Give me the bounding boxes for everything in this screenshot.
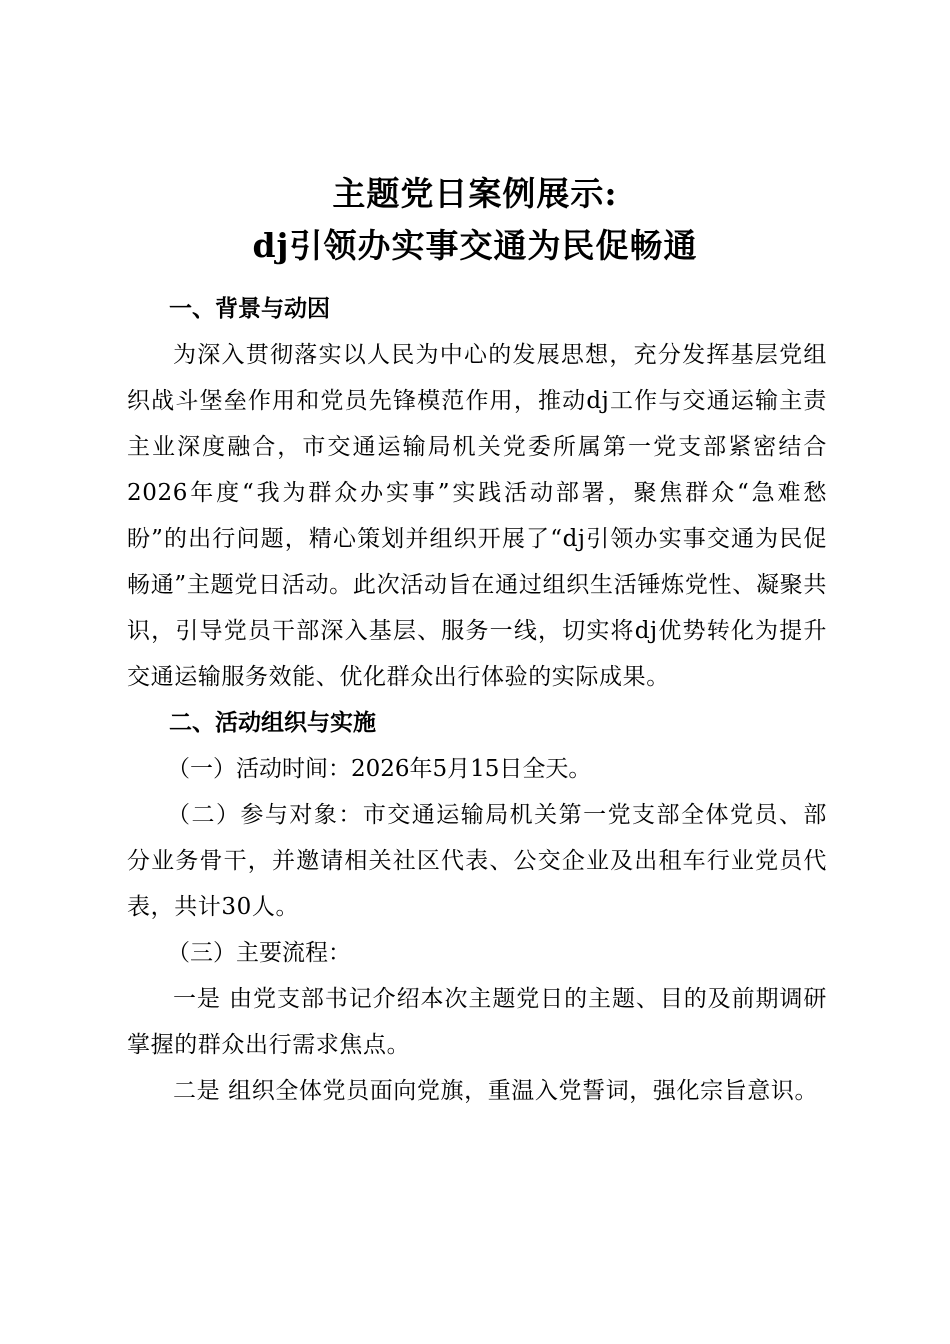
section-heading-implementation: 二、活动组织与实施 xyxy=(169,709,376,736)
background-paragraph: 为深入贯彻落实以人民为中心的发展思想，充分发挥基层党组织战斗堡垒作用和党员先锋模范作用，推动dj工作与交通运输主责主业深度融合，市交通运输局机关党委所属第一党支部紧密结合2026年度“我为群众办实事”实践活动部署，聚焦群众“急难愁盼”的出行问题，精心策划并组织开展了“dj引领办实事交通为民促畅通”主题党日活动。此次活动旨在通过组织生活锤炼党性、凝聚共识，引导党员干部深入基层、服务一线，切实将dj优势转化为提升交通运输服务效能、优化群众出行体验的实际成果。 xyxy=(127,342,827,690)
document-body xyxy=(127,286,827,1114)
process-step-1: 一是 由党支部书记介绍本次主题党日的主题、目的及前期调研掌握的群众出行需求焦点。 xyxy=(127,986,827,1058)
section-heading-background: 一、背景与动因 xyxy=(169,295,330,322)
title-line-2: dj引领办实事交通为民促畅通 xyxy=(252,226,698,265)
main-process-heading: （三）主要流程： xyxy=(167,940,351,966)
title-line-1: 主题党日案例展示: xyxy=(332,174,618,213)
participants-paragraph: （二）参与对象：市交通运输局机关第一党支部全体党员、部分业务骨干，并邀请相关社区代表、公交企业及出租车行业党员代表，共计30人。 xyxy=(127,802,827,920)
process-step-2: 二是 组织全体党员面向党旗，重温入党誓词，强化宗旨意识。 xyxy=(173,1078,819,1104)
document-title xyxy=(0,168,950,272)
activity-time: （一）活动时间：2026年5月15日全天。 xyxy=(167,756,592,782)
